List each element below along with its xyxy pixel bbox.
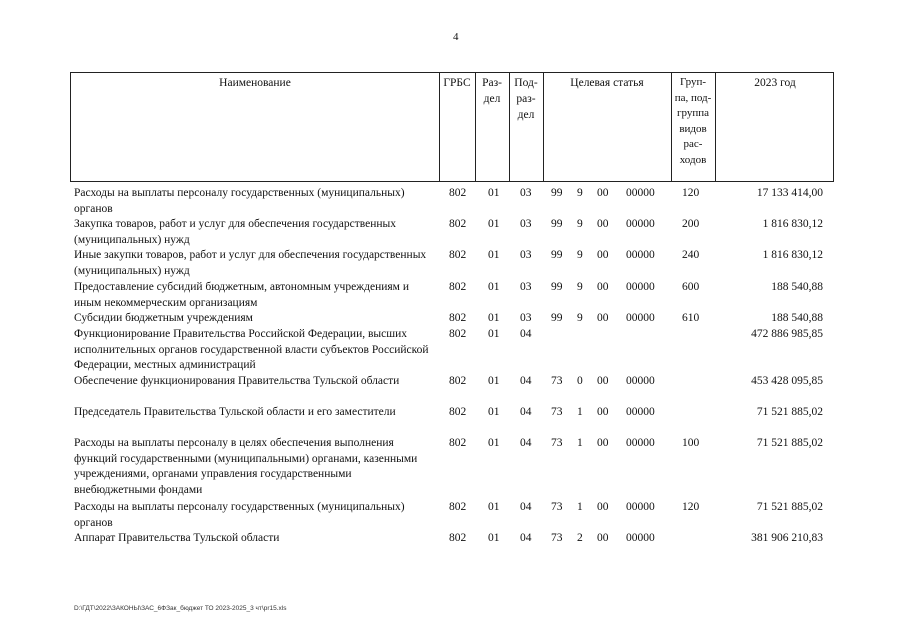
cell-razdel: 01 xyxy=(488,218,500,230)
cell-t1: 99 xyxy=(551,218,563,230)
cell-t2: 0 xyxy=(577,375,583,387)
cell-t2: 9 xyxy=(577,312,583,324)
cell-sum: 1 816 830,12 xyxy=(762,249,823,261)
cell-razdel: 01 xyxy=(488,187,500,199)
cell-t1: 73 xyxy=(551,375,563,387)
header-razdel: Раз- дел xyxy=(482,77,502,105)
cell-sum: 71 521 885,02 xyxy=(756,501,823,513)
cell-grbs: 802 xyxy=(449,249,467,261)
cell-t4: 00000 xyxy=(626,281,655,293)
cell-razdel: 01 xyxy=(488,406,500,418)
cell-name: Функционирование Правительства Российской Федерации, высших исполнительных органов государственной власти субъектов Российской Федерации, местных администраций xyxy=(74,328,429,371)
cell-podrazdel: 03 xyxy=(520,187,532,199)
cell-grbs: 802 xyxy=(449,218,467,230)
cell-vid: 100 xyxy=(682,437,700,449)
cell-podrazdel: 04 xyxy=(520,501,532,513)
cell-t3: 00 xyxy=(597,437,609,449)
cell-sum: 453 428 095,85 xyxy=(751,375,823,387)
cell-t3: 00 xyxy=(597,375,609,387)
cell-vid: 610 xyxy=(682,312,700,324)
cell-name: Расходы на выплаты персоналу государственных (муниципальных) органов xyxy=(74,501,405,529)
cell-t4: 00000 xyxy=(626,501,655,513)
cell-t1: 73 xyxy=(551,437,563,449)
cell-t4: 00000 xyxy=(626,406,655,418)
cell-t4: 00000 xyxy=(626,532,655,544)
cell-podrazdel: 04 xyxy=(520,375,532,387)
cell-t3: 00 xyxy=(597,501,609,513)
cell-t1: 99 xyxy=(551,187,563,199)
cell-t4: 00000 xyxy=(626,437,655,449)
cell-t3: 00 xyxy=(597,249,609,261)
cell-grbs: 802 xyxy=(449,437,467,449)
cell-vid: 600 xyxy=(682,281,700,293)
cell-t1: 99 xyxy=(551,281,563,293)
header-podrazdel: Под- раз- дел xyxy=(514,77,538,121)
cell-grbs: 802 xyxy=(449,375,467,387)
cell-podrazdel: 03 xyxy=(520,249,532,261)
cell-sum: 71 521 885,02 xyxy=(756,406,823,418)
cell-t2: 9 xyxy=(577,249,583,261)
cell-podrazdel: 04 xyxy=(520,437,532,449)
cell-t4: 00000 xyxy=(626,375,655,387)
cell-t2: 9 xyxy=(577,187,583,199)
cell-t2: 9 xyxy=(577,281,583,293)
cell-name: Закупка товаров, работ и услуг для обеспечения государственных (муниципальных) нужд xyxy=(74,218,397,246)
cell-sum: 188 540,88 xyxy=(771,281,823,293)
cell-t3: 00 xyxy=(597,312,609,324)
cell-t4: 00000 xyxy=(626,312,655,324)
cell-grbs: 802 xyxy=(449,281,467,293)
cell-razdel: 01 xyxy=(488,328,500,340)
cell-t2: 9 xyxy=(577,218,583,230)
cell-t2: 1 xyxy=(577,501,583,513)
cell-name: Предоставление субсидий бюджетным, автономным учреждениям и иным некоммерческим организациям xyxy=(74,281,409,309)
cell-vid: 240 xyxy=(682,249,700,261)
cell-vid: 120 xyxy=(682,501,700,513)
cell-razdel: 01 xyxy=(488,532,500,544)
cell-grbs: 802 xyxy=(449,406,467,418)
cell-t3: 00 xyxy=(597,406,609,418)
cell-t3: 00 xyxy=(597,281,609,293)
page-number: 4 xyxy=(453,31,459,43)
cell-name: Расходы на выплаты персоналу в целях обеспечения выполнения функций государственными (муниципальными) органами, казенными учреждениями, органами управления государственными внебюджетными фондами xyxy=(74,437,418,496)
cell-razdel: 01 xyxy=(488,281,500,293)
cell-t1: 73 xyxy=(551,501,563,513)
cell-razdel: 01 xyxy=(488,437,500,449)
header-expense-group: Груп- па, под- группа видов рас- ходов xyxy=(674,76,712,166)
cell-sum: 188 540,88 xyxy=(771,312,823,324)
cell-t1: 99 xyxy=(551,249,563,261)
cell-t1: 73 xyxy=(551,406,563,418)
cell-sum: 17 133 414,00 xyxy=(756,187,823,199)
cell-podrazdel: 04 xyxy=(520,328,532,340)
cell-grbs: 802 xyxy=(449,501,467,513)
cell-grbs: 802 xyxy=(449,532,467,544)
cell-podrazdel: 03 xyxy=(520,312,532,324)
cell-t1: 99 xyxy=(551,312,563,324)
cell-sum: 1 816 830,12 xyxy=(762,218,823,230)
cell-sum: 381 906 210,83 xyxy=(751,532,823,544)
cell-podrazdel: 03 xyxy=(520,281,532,293)
table-header xyxy=(70,72,834,182)
cell-t2: 1 xyxy=(577,406,583,418)
cell-name: Субсидии бюджетным учреждениям xyxy=(74,312,253,324)
cell-name: Иные закупки товаров, работ и услуг для обеспечения государственных (муниципальных) нужд xyxy=(74,249,427,277)
cell-name: Аппарат Правительства Тульской области xyxy=(74,532,280,544)
header-name: Наименование xyxy=(219,77,291,89)
cell-sum: 472 886 985,85 xyxy=(751,328,823,340)
cell-t4: 00000 xyxy=(626,187,655,199)
cell-grbs: 802 xyxy=(449,312,467,324)
cell-razdel: 01 xyxy=(488,501,500,513)
cell-podrazdel: 03 xyxy=(520,218,532,230)
cell-t3: 00 xyxy=(597,187,609,199)
cell-podrazdel: 04 xyxy=(520,532,532,544)
cell-razdel: 01 xyxy=(488,249,500,261)
cell-grbs: 802 xyxy=(449,328,467,340)
header-grbs: ГРБС xyxy=(443,77,471,89)
cell-grbs: 802 xyxy=(449,187,467,199)
cell-t2: 2 xyxy=(577,532,583,544)
cell-podrazdel: 04 xyxy=(520,406,532,418)
file-path-footer: D:\ГДТ\2022\ЗАКОНЫ\ЗАС_6ФЗак_бюджет ТО 2023-2025_3 чт\pr15.xls xyxy=(74,605,287,612)
cell-vid: 200 xyxy=(682,218,700,230)
cell-razdel: 01 xyxy=(488,375,500,387)
cell-vid: 120 xyxy=(682,187,700,199)
cell-name: Председатель Правительства Тульской области и его заместители xyxy=(74,406,396,418)
cell-razdel: 01 xyxy=(488,312,500,324)
cell-sum: 71 521 885,02 xyxy=(756,437,823,449)
cell-t4: 00000 xyxy=(626,218,655,230)
cell-t2: 1 xyxy=(577,437,583,449)
cell-name: Расходы на выплаты персоналу государственных (муниципальных) органов xyxy=(74,187,405,215)
header-year: 2023 год xyxy=(754,77,796,89)
cell-name: Обеспечение функционирования Правительства Тульской области xyxy=(74,375,400,387)
cell-t4: 00000 xyxy=(626,249,655,261)
cell-t3: 00 xyxy=(597,532,609,544)
cell-t1: 73 xyxy=(551,532,563,544)
header-target-article: Целевая статья xyxy=(570,77,644,89)
cell-t3: 00 xyxy=(597,218,609,230)
